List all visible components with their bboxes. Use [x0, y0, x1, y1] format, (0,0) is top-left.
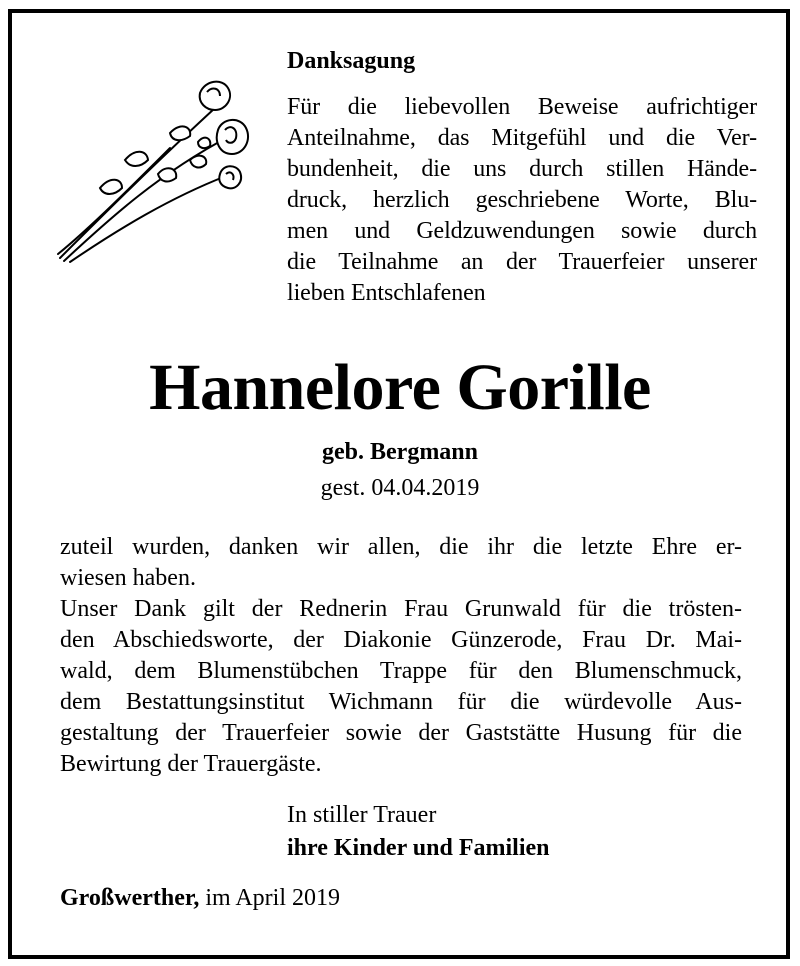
- ad-date: im April 2019: [199, 885, 340, 911]
- intro-line: Für die liebevollen Beweise aufrichtiger: [287, 94, 757, 120]
- death-date: gest. 04.04.2019: [320, 475, 480, 501]
- ad-heading: Danksagung: [287, 48, 416, 74]
- place-name: Großwerther,: [60, 885, 200, 911]
- body-line: zuteil wurden, danken wir allen, die ihr die letzte Ehre er-: [60, 534, 742, 560]
- birth-name: geb. Bergmann: [322, 439, 478, 465]
- closing-family: ihre Kinder und Familien: [287, 835, 550, 861]
- closing-line: In stiller Trauer: [287, 802, 437, 828]
- intro-line: Anteilnahme, das Mitgefühl und die Ver-: [287, 125, 757, 151]
- body-line: den Abschiedsworte, der Diakonie Günzerode, Frau Dr. Mai-: [60, 627, 742, 653]
- intro-line: men und Geldzuwendungen sowie durch: [287, 218, 757, 244]
- body-line: wiesen haben.: [60, 565, 196, 591]
- body-line: Unser Dank gilt der Rednerin Frau Grunwald für die trösten-: [60, 596, 742, 622]
- body-line: dem Bestattungsinstitut Wichmann für die würdevolle Aus-: [60, 689, 742, 715]
- closing-block: [287, 799, 550, 865]
- roses-illustration-icon: [50, 78, 280, 268]
- intro-line: die Teilnahme an der Trauerfeier unserer: [287, 249, 757, 275]
- intro-line: bundenheit, die uns durch stillen Hände-: [287, 156, 757, 182]
- place-date: [60, 882, 340, 915]
- intro-line: lieben Entschlafenen: [287, 280, 486, 306]
- intro-line: druck, herzlich geschriebene Worte, Blu-: [287, 187, 757, 213]
- body-line: gestaltung der Trauerfeier sowie der Gaststätte Husung für die: [60, 720, 742, 746]
- intro-block: [287, 46, 757, 309]
- body-line: wald, dem Blumenstübchen Trappe für den Blumenschmuck,: [60, 658, 742, 684]
- deceased-name: Hannelore Gorille: [149, 351, 651, 424]
- thanks-body: [60, 532, 742, 780]
- body-line: Bewirtung der Trauergäste.: [60, 751, 322, 777]
